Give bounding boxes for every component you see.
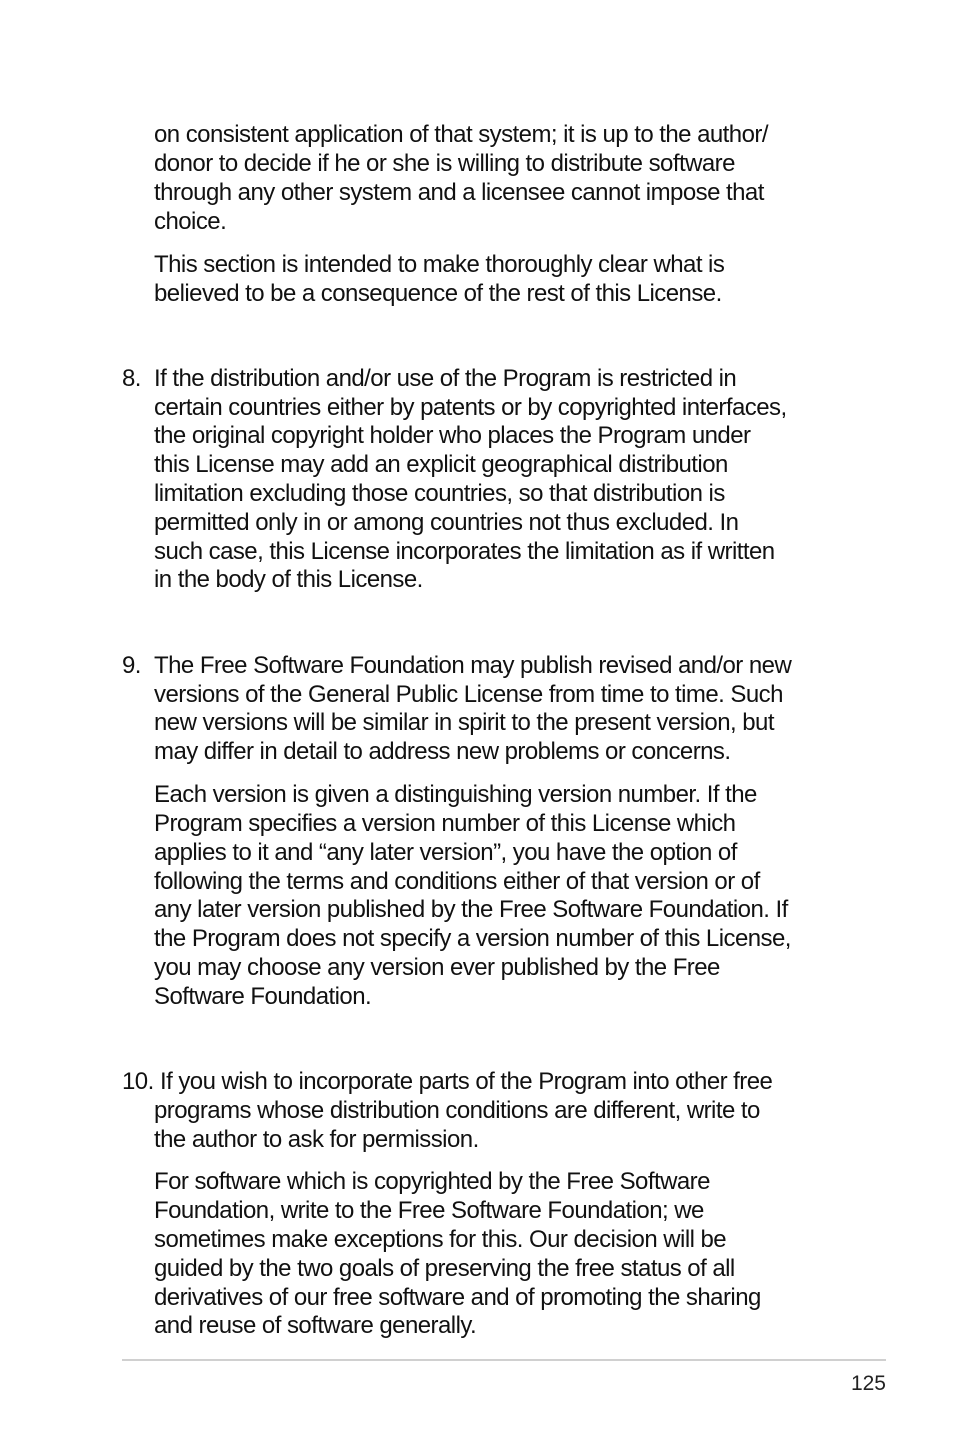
text-line: Program specifies a version number of this License which [154, 810, 736, 837]
text-line: Foundation, write to the Free Software Foundation; we [154, 1197, 704, 1224]
text-line: donor to decide if he or she is willing to distribute software [154, 150, 735, 177]
text-line: applies to it and “any later version”, you have the option of [154, 839, 737, 866]
section-8-number: 8. [122, 365, 141, 392]
text-line: may differ in detail to address new problems or concerns. [154, 738, 731, 765]
text-line: any later version published by the Free Software Foundation. If [154, 896, 788, 923]
section-9-number: 9. [122, 652, 141, 679]
text-line: certain countries either by patents or by copyrighted interfaces, [154, 394, 787, 421]
text-line: guided by the two goals of preserving the free status of all [154, 1255, 735, 1282]
text-line: This section is intended to make thoroughly clear what is [154, 251, 725, 278]
text-line: following the terms and conditions either of that version or of [154, 868, 760, 895]
text-line: believed to be a consequence of the rest of this License. [154, 280, 722, 307]
text-line: the Program does not specify a version number of this License, [154, 925, 791, 952]
text-line: For software which is copyrighted by the Free Software [154, 1168, 710, 1195]
text-line: limitation excluding those countries, so that distribution is [154, 480, 725, 507]
text-line: such case, this License incorporates the limitation as if written [154, 538, 775, 565]
text-line: you may choose any version ever published by the Free [154, 954, 720, 981]
text-line: the original copyright holder who places the Program under [154, 422, 751, 449]
text-line: If the distribution and/or use of the Program is restricted in [154, 365, 737, 392]
text-line: The Free Software Foundation may publish revised and/or new [154, 652, 792, 679]
page-number: 125 [850, 1372, 886, 1395]
text-line: programs whose distribution conditions are different, write to [154, 1097, 760, 1124]
text-line: derivatives of our free software and of promoting the sharing [154, 1284, 761, 1311]
text-line: sometimes make exceptions for this. Our decision will be [154, 1226, 727, 1253]
text-line: this License may add an explicit geographical distribution [154, 451, 728, 478]
text-line: in the body of this License. [154, 566, 423, 593]
text-line: Each version is given a distinguishing version number. If the [154, 781, 757, 808]
section-10-number: 10. [122, 1068, 154, 1095]
text-line: versions of the General Public License from time to time. Such [154, 681, 783, 708]
text-line: new versions will be similar in spirit to the present version, but [154, 709, 774, 736]
text-line: the author to ask for permission. [154, 1126, 479, 1153]
text-line: through any other system and a licensee cannot impose that [154, 179, 764, 206]
text-line: Software Foundation. [154, 983, 372, 1010]
text-line: on consistent application of that system; it is up to the author/ [154, 121, 768, 148]
text-line: choice. [154, 208, 227, 235]
text-line: permitted only in or among countries not thus excluded. In [154, 509, 739, 536]
text-line: If you wish to incorporate parts of the Program into other free [160, 1068, 773, 1095]
footer-divider [122, 1359, 886, 1361]
text-line: and reuse of software generally. [154, 1312, 477, 1339]
